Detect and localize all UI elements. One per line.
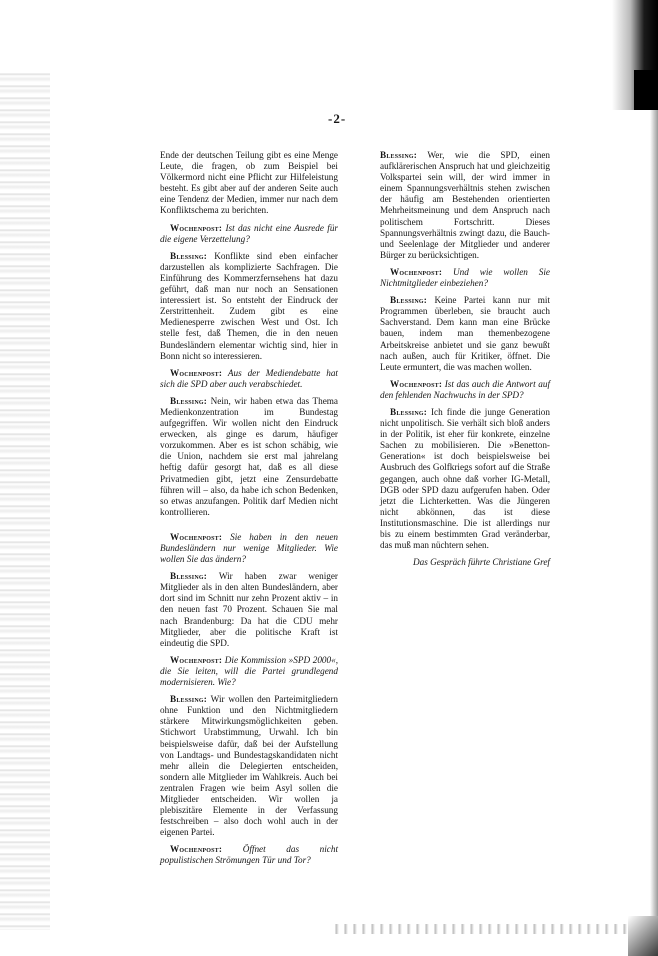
interview-question (160, 368, 338, 390)
paragraph-text: Aus der Mediendebatte hat sich die SPD aber auch verabschiedet. (160, 367, 338, 389)
paragraph-text: Keine Partei kann nur mit Programmen überleben, sie braucht auch Sachverstand. Dem kann man eine Brücke bauen, indem man themenbezogene Arbeitskreise anbietet und sie ganz bewußt nach außen, auch für Kritiker, öffnet. Die Leute ermuntert, die was machen wollen. (380, 295, 550, 372)
speaker-label: Blessing: (390, 406, 428, 417)
interview-credit (380, 557, 550, 568)
paragraph-text: Ende der deutschen Teilung gibt es eine Menge Leute, die fragen, ob zum Beispiel bei Völkermord nicht eine Pflicht zur Hilfeleistung besteht. Es gibt aber auf der anderen Seite auch eine Tendenz der Medien, immer nur nach dem Konfliktschema zu berichten. (160, 150, 338, 216)
paragraph-text: Nein, wir haben etwa das Thema Medienkonzentration im Bundestag aufgegriffen. Wir wollen nicht den Eindruck erwecken, als ginge es darum, häufiger vorzukommen. Aber es ist schon schäbig, wie die Union, nachdem sie erst mal jahrelang heftig dafür gesorgt hat, daß es all diese Privatmedien gibt, jetzt eine Zensurdebatte führen will – also, da habe ich schon Bedenken, so etwas anzufangen. Politik darf Medien nicht kontrollieren. (160, 395, 338, 517)
interview-question (160, 655, 338, 688)
speaker-label: Wochenpost: (390, 266, 443, 277)
interview-question (380, 267, 550, 289)
scan-edge-bottom (330, 924, 658, 934)
interview-question (380, 379, 550, 401)
scan-edge-left (0, 70, 50, 930)
paragraph-text: Konflikte sind eben einfacher darzustellen als komplizierte Sachfragen. Die Einführung des Kommerzfernsehens hat dazu geführt, daß man nur noch an Sensationen interessiert ist. So entsteht der Eindruck der Zerstrittenheit. Zudem gibt es eine Medienesperre zwischen West und Ost. Ich stelle fest, daß Themen, die in den neuen Bundesländern elementar wichtig sind, hier in Bonn nicht so interessieren. (160, 250, 338, 361)
paragraph-text: Wir wollen den Parteimitgliedern ohne Funktion und den Nichtmitgliedern stärkere Mitwirkungsmöglichkeiten geben. Stichwort Urabstimmung, Urwahl. Ich bin beispielsweise dafür, daß bei der Aufstellung von Landtags- und Bundestagskandidaten nicht mehr allein die Delegierten entscheiden, sondern alle Mitglieder im Wahlkreis. Auch bei zentralen Fragen wie beim Asyl sollen die Mitglieder entscheiden. Wir wollen ja plebiszitäre Elemente in der Verfassung festschreiben – also doch wohl auch in der eigenen Partei. (160, 694, 338, 838)
speaker-label: Wochenpost: (170, 844, 223, 855)
interview-paragraph (160, 571, 338, 649)
speaker-label: Blessing: (170, 571, 208, 582)
interview-question (160, 532, 338, 565)
scan-edge-bottom-right (628, 916, 658, 956)
speaker-label: Wochenpost: (170, 531, 223, 542)
interview-question (160, 223, 338, 245)
paragraph-text: Und wie wollen Sie Nichtmitglieder einbeziehen? (380, 266, 550, 289)
speaker-label: Blessing: (390, 295, 428, 306)
right-text-column (380, 150, 550, 574)
paragraph-text: Das Gespräch führte Christiane Gref (413, 557, 550, 568)
scan-edge-right (650, 110, 658, 930)
speaker-label: Blessing: (170, 694, 208, 705)
speaker-label: Wochenpost: (390, 378, 443, 389)
paragraph-text: Öffnet das nicht populistischen Strömungen Tür und Tor? (160, 844, 338, 866)
speaker-label: Blessing: (170, 395, 208, 406)
interview-paragraph (160, 694, 338, 838)
paragraph-text: Wir haben zwar weniger Mitglieder als in den alten Bundesländern, aber dort sind im Schnitt nur zehn Prozent aktiv – in den neuen fast 70 Prozent. Schauen Sie mal nach Brandenburg: Da hat die CDU mehr Mitglieder, aber die politische Kraft ist eindeutig die SPD. (160, 571, 338, 648)
paragraph-text: Sie haben in den neuen Bundesländern nur wenige Mitglieder. Wie wollen Sie das ändern? (160, 531, 338, 565)
paragraph-text: Ist das nicht eine Ausrede für die eigene Verzettelung? (160, 222, 338, 244)
interview-paragraph (380, 407, 550, 551)
paragraph-gap (160, 524, 338, 532)
paragraph-text: Ich finde die junge Generation nicht unpolitisch. Sie verhält sich bloß anders in der Politik, ist eher für konkrete, einzelne Sachen zu mobilisieren. Die »Benetton-Generation« ist doch beispielsweise bei Ausbruch des Golfkriegs sofort auf die Straße gegangen, auch ohne daß vorher IG-Metall, DGB oder SPD dazu aufgerufen haben. Oder jetzt die Lichterketten. Was die Jüngeren nicht abkönnen, das ist diese Institutionsmaschine. Die ist allerdings nur bis zu einem bestimmten Grad veränderbar, das muß man nüchtern sehen. (380, 406, 550, 551)
left-text-column (160, 150, 338, 873)
paragraph-text: Ist das auch die Antwort auf den fehlenden Nachwuchs in der SPD? (380, 378, 550, 400)
speaker-label: Wochenpost: (170, 367, 223, 378)
interview-paragraph (380, 150, 550, 261)
interview-paragraph (160, 396, 338, 518)
interview-paragraph (380, 295, 550, 373)
page-number: -2- (328, 111, 347, 126)
paragraph-text: Wer, wie die SPD, einen aufklärerischen Anspruch hat und gleichzeitig Volkspartei sein will, der wird immer in einem Spannungsverhältnis stehen zwischen der häufig am Bestehenden orientierten Mehrheitsmeinung und dem Anspruch nach politischem Fortschritt. Dieses Spannungsverhältnis zwingt dazu, die Bauch- und Seelenlage der Mitglieder und anderer Bürger zu berücksichtigen. (380, 150, 550, 260)
scan-edge-right-tab (634, 70, 658, 110)
speaker-label: Blessing: (380, 150, 418, 160)
interview-question (160, 844, 338, 866)
speaker-label: Wochenpost: (170, 222, 223, 233)
paragraph-text: Die Kommission »SPD 2000«, die Sie leiten, will die Partei grundlegend modernisieren. Wie? (160, 654, 339, 688)
interview-paragraph (160, 251, 338, 362)
speaker-label: Wochenpost: (170, 654, 223, 665)
interview-paragraph (160, 150, 338, 217)
speaker-label: Blessing: (170, 250, 208, 261)
